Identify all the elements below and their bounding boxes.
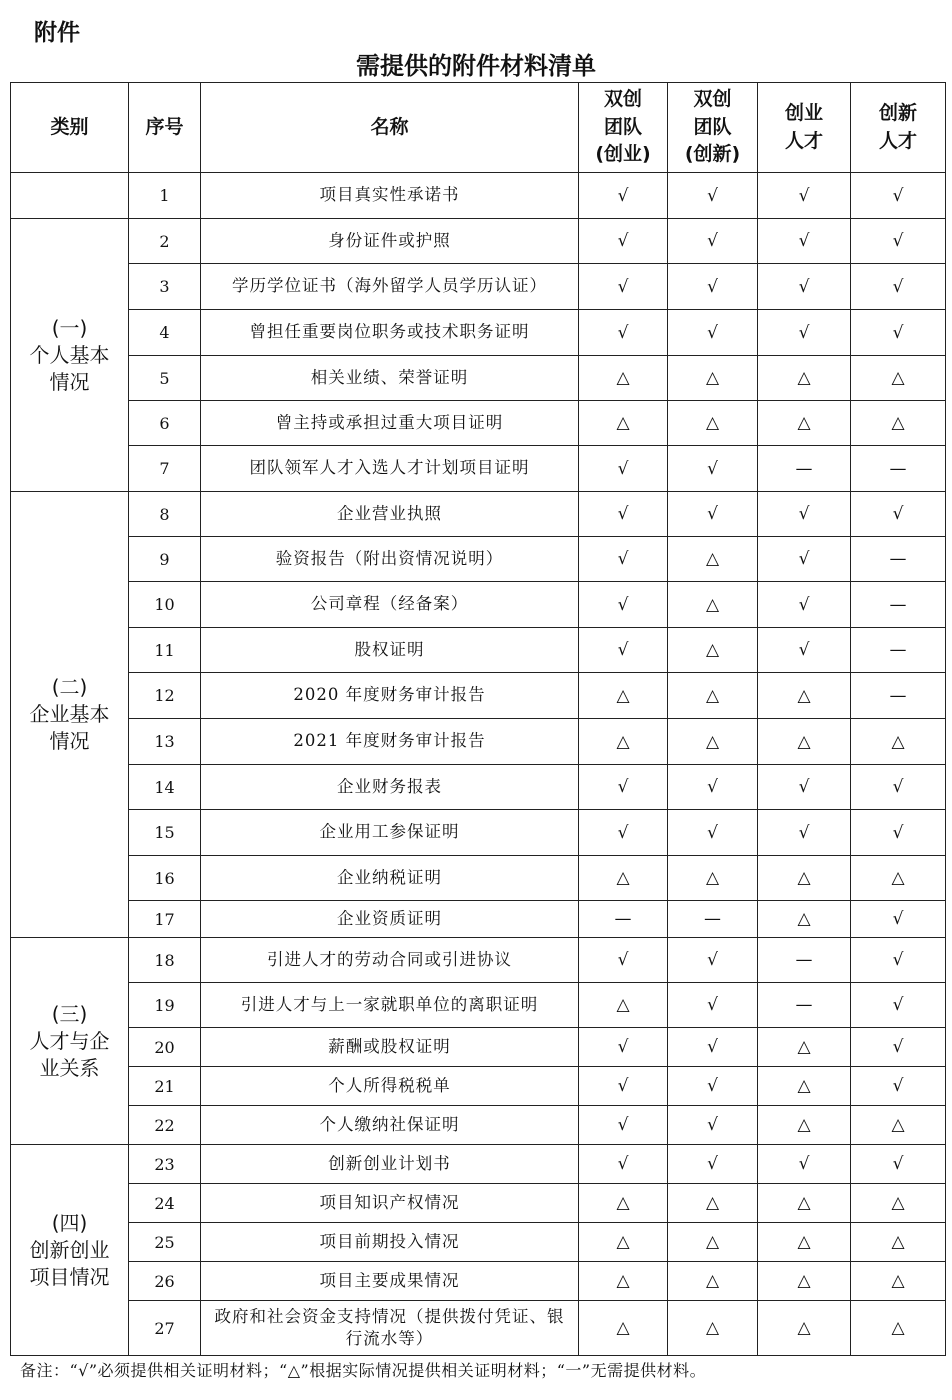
team-innovation-mark: △ [668,628,758,673]
team-startup-mark: △ [579,673,668,719]
table-row [11,492,946,537]
category-cell: (三) 人才与企 业关系 [11,938,129,1145]
innovation-talent-mark: √ [851,264,946,310]
team-innovation-mark: √ [668,765,758,810]
material-name: 股权证明 [201,628,579,673]
material-name: 曾主持或承担过重大项目证明 [201,401,579,446]
row-number: 13 [129,719,201,765]
startup-talent-mark: √ [758,628,851,673]
row-number: 20 [129,1028,201,1067]
team-startup-mark: √ [579,310,668,356]
team-startup-mark: △ [579,856,668,901]
row-number: 23 [129,1145,201,1184]
table-row [11,1028,946,1067]
innovation-talent-mark: √ [851,492,946,537]
team-innovation-mark: △ [668,856,758,901]
startup-talent-mark: △ [758,901,851,938]
row-number: 21 [129,1067,201,1106]
team-startup-mark: √ [579,582,668,628]
innovation-talent-mark: — [851,446,946,492]
innovation-talent-mark: △ [851,1223,946,1262]
startup-talent-mark: √ [758,537,851,582]
team-innovation-mark: √ [668,492,758,537]
material-name: 项目真实性承诺书 [201,173,579,219]
team-innovation-mark: √ [668,310,758,356]
innovation-talent-mark: — [851,628,946,673]
material-name: 个人缴纳社保证明 [201,1106,579,1145]
startup-talent-mark: △ [758,356,851,401]
number-header: 序号 [129,83,201,173]
table-body [11,173,946,1356]
innovation-talent-mark: — [851,537,946,582]
row-number: 15 [129,810,201,856]
innovation-talent-mark: △ [851,401,946,446]
table-row [11,765,946,810]
table-row [11,938,946,983]
team-startup-header: 双创 团队 (创业) [579,83,668,173]
team-innovation-mark: √ [668,1067,758,1106]
name-header: 名称 [201,83,579,173]
table-row [11,673,946,719]
table-row [11,901,946,938]
category-cell [11,173,129,219]
team-innovation-mark: △ [668,401,758,446]
table-row [11,1067,946,1106]
table-row [11,173,946,219]
material-name: 2020 年度财务审计报告 [201,673,579,719]
category-cell: (一) 个人基本 情况 [11,219,129,492]
table-row [11,264,946,310]
row-number: 6 [129,401,201,446]
category-cell: (四) 创新创业 项目情况 [11,1145,129,1356]
startup-talent-mark: — [758,938,851,983]
team-startup-mark: √ [579,492,668,537]
table-row [11,719,946,765]
team-innovation-header: 双创 团队 (创新) [668,83,758,173]
material-name: 学历学位证书（海外留学人员学历认证） [201,264,579,310]
startup-talent-mark: △ [758,1262,851,1301]
team-innovation-mark: √ [668,1028,758,1067]
row-number: 11 [129,628,201,673]
team-startup-mark: △ [579,719,668,765]
material-name: 企业用工参保证明 [201,810,579,856]
innovation-talent-header: 创新 人才 [851,83,946,173]
innovation-talent-mark: △ [851,856,946,901]
team-startup-mark: △ [579,356,668,401]
team-startup-mark: √ [579,628,668,673]
startup-talent-mark: √ [758,1145,851,1184]
material-name: 企业财务报表 [201,765,579,810]
team-startup-mark: √ [579,537,668,582]
innovation-talent-mark: √ [851,173,946,219]
startup-talent-mark: √ [758,492,851,537]
row-number: 8 [129,492,201,537]
innovation-talent-mark: △ [851,719,946,765]
page-title: 需提供的附件材料清单 [356,52,596,80]
row-number: 25 [129,1223,201,1262]
team-startup-mark: △ [579,1184,668,1223]
startup-talent-mark: — [758,446,851,492]
innovation-talent-mark: √ [851,983,946,1028]
innovation-talent-mark: √ [851,765,946,810]
row-number: 9 [129,537,201,582]
team-innovation-mark: △ [668,582,758,628]
team-startup-mark: √ [579,1067,668,1106]
team-innovation-mark: √ [668,446,758,492]
table-row [11,582,946,628]
table-row [11,856,946,901]
team-startup-mark: △ [579,983,668,1028]
team-startup-mark: △ [579,1223,668,1262]
material-name: 团队领军人才入选人才计划项目证明 [201,446,579,492]
startup-talent-mark: √ [758,810,851,856]
team-innovation-mark: △ [668,356,758,401]
material-name: 政府和社会资金支持情况（提供拨付凭证、银行流水等） [201,1301,579,1356]
row-number: 7 [129,446,201,492]
team-startup-mark: √ [579,1145,668,1184]
material-name: 引进人才的劳动合同或引进协议 [201,938,579,983]
startup-talent-header: 创业 人才 [758,83,851,173]
startup-talent-mark: — [758,983,851,1028]
material-name: 企业营业执照 [201,492,579,537]
table-row [11,537,946,582]
row-number: 3 [129,264,201,310]
innovation-talent-mark: √ [851,310,946,356]
team-innovation-mark: √ [668,173,758,219]
row-number: 1 [129,173,201,219]
team-startup-mark: √ [579,1028,668,1067]
material-name: 项目前期投入情况 [201,1223,579,1262]
table-row [11,401,946,446]
material-name: 公司章程（经备案） [201,582,579,628]
team-startup-mark: √ [579,446,668,492]
row-number: 27 [129,1301,201,1356]
team-innovation-mark: √ [668,264,758,310]
innovation-talent-mark: — [851,582,946,628]
startup-talent-mark: △ [758,1223,851,1262]
row-number: 12 [129,673,201,719]
material-name: 企业纳税证明 [201,856,579,901]
material-name: 项目知识产权情况 [201,1184,579,1223]
material-name: 身份证件或护照 [201,219,579,264]
material-name: 2021 年度财务审计报告 [201,719,579,765]
team-startup-mark: — [579,901,668,938]
team-innovation-mark: — [668,901,758,938]
innovation-talent-mark: √ [851,1067,946,1106]
row-number: 26 [129,1262,201,1301]
table-row [11,810,946,856]
startup-talent-mark: √ [758,219,851,264]
innovation-talent-mark: √ [851,1028,946,1067]
innovation-talent-mark: √ [851,810,946,856]
footnote: 备注：“√”必须提供相关证明材料；“△”根据实际情况提供相关证明材料；“一”无需提供材料。 [20,1361,707,1380]
team-innovation-mark: △ [668,719,758,765]
team-startup-mark: △ [579,401,668,446]
team-startup-mark: √ [579,1106,668,1145]
material-name: 引进人才与上一家就职单位的离职证明 [201,983,579,1028]
team-startup-mark: △ [579,1301,668,1356]
startup-talent-mark: √ [758,765,851,810]
team-innovation-mark: √ [668,1145,758,1184]
innovation-talent-mark: √ [851,1145,946,1184]
team-innovation-mark: △ [668,1184,758,1223]
material-name: 验资报告（附出资情况说明） [201,537,579,582]
team-innovation-mark: √ [668,983,758,1028]
row-number: 5 [129,356,201,401]
table-header-row [11,83,946,173]
material-name: 薪酬或股权证明 [201,1028,579,1067]
material-name: 相关业绩、荣誉证明 [201,356,579,401]
row-number: 24 [129,1184,201,1223]
startup-talent-mark: √ [758,310,851,356]
team-innovation-mark: △ [668,537,758,582]
startup-talent-mark: √ [758,173,851,219]
team-startup-mark: △ [579,1262,668,1301]
team-startup-mark: √ [579,938,668,983]
startup-talent-mark: △ [758,1301,851,1356]
material-name: 项目主要成果情况 [201,1262,579,1301]
startup-talent-mark: △ [758,1106,851,1145]
table-row [11,310,946,356]
innovation-talent-mark: △ [851,1301,946,1356]
table-row [11,446,946,492]
team-startup-mark: √ [579,219,668,264]
row-number: 16 [129,856,201,901]
startup-talent-mark: △ [758,856,851,901]
row-number: 14 [129,765,201,810]
row-number: 17 [129,901,201,938]
material-name: 个人所得税税单 [201,1067,579,1106]
innovation-talent-mark: △ [851,1106,946,1145]
team-innovation-mark: √ [668,810,758,856]
row-number: 18 [129,938,201,983]
team-innovation-mark: √ [668,1106,758,1145]
category-header: 类别 [11,83,129,173]
table-row [11,1106,946,1145]
startup-talent-mark: △ [758,1028,851,1067]
table-row [11,356,946,401]
row-number: 4 [129,310,201,356]
innovation-talent-mark: — [851,673,946,719]
team-innovation-mark: △ [668,1301,758,1356]
innovation-talent-mark: △ [851,1262,946,1301]
team-startup-mark: √ [579,810,668,856]
table-row [11,219,946,264]
startup-talent-mark: △ [758,719,851,765]
row-number: 10 [129,582,201,628]
team-innovation-mark: △ [668,1223,758,1262]
table-row [11,1301,946,1356]
table-row [11,1262,946,1301]
innovation-talent-mark: √ [851,219,946,264]
material-name: 创新创业计划书 [201,1145,579,1184]
table-row [11,1184,946,1223]
team-startup-mark: √ [579,765,668,810]
innovation-talent-mark: △ [851,356,946,401]
row-number: 19 [129,983,201,1028]
row-number: 22 [129,1106,201,1145]
innovation-talent-mark: △ [851,1184,946,1223]
startup-talent-mark: √ [758,582,851,628]
table-row [11,1145,946,1184]
team-innovation-mark: △ [668,673,758,719]
team-startup-mark: √ [579,173,668,219]
material-name: 企业资质证明 [201,901,579,938]
startup-talent-mark: △ [758,1067,851,1106]
startup-talent-mark: △ [758,673,851,719]
material-name: 曾担任重要岗位职务或技术职务证明 [201,310,579,356]
team-innovation-mark: △ [668,1262,758,1301]
materials-table [10,82,946,1356]
innovation-talent-mark: √ [851,901,946,938]
startup-talent-mark: √ [758,264,851,310]
team-startup-mark: √ [579,264,668,310]
innovation-talent-mark: √ [851,938,946,983]
table-row [11,1223,946,1262]
team-innovation-mark: √ [668,219,758,264]
startup-talent-mark: △ [758,1184,851,1223]
team-innovation-mark: √ [668,938,758,983]
table-row [11,628,946,673]
attachment-heading: 附件 [34,20,80,46]
startup-talent-mark: △ [758,401,851,446]
category-cell: (二) 企业基本 情况 [11,492,129,938]
table-row [11,983,946,1028]
row-number: 2 [129,219,201,264]
